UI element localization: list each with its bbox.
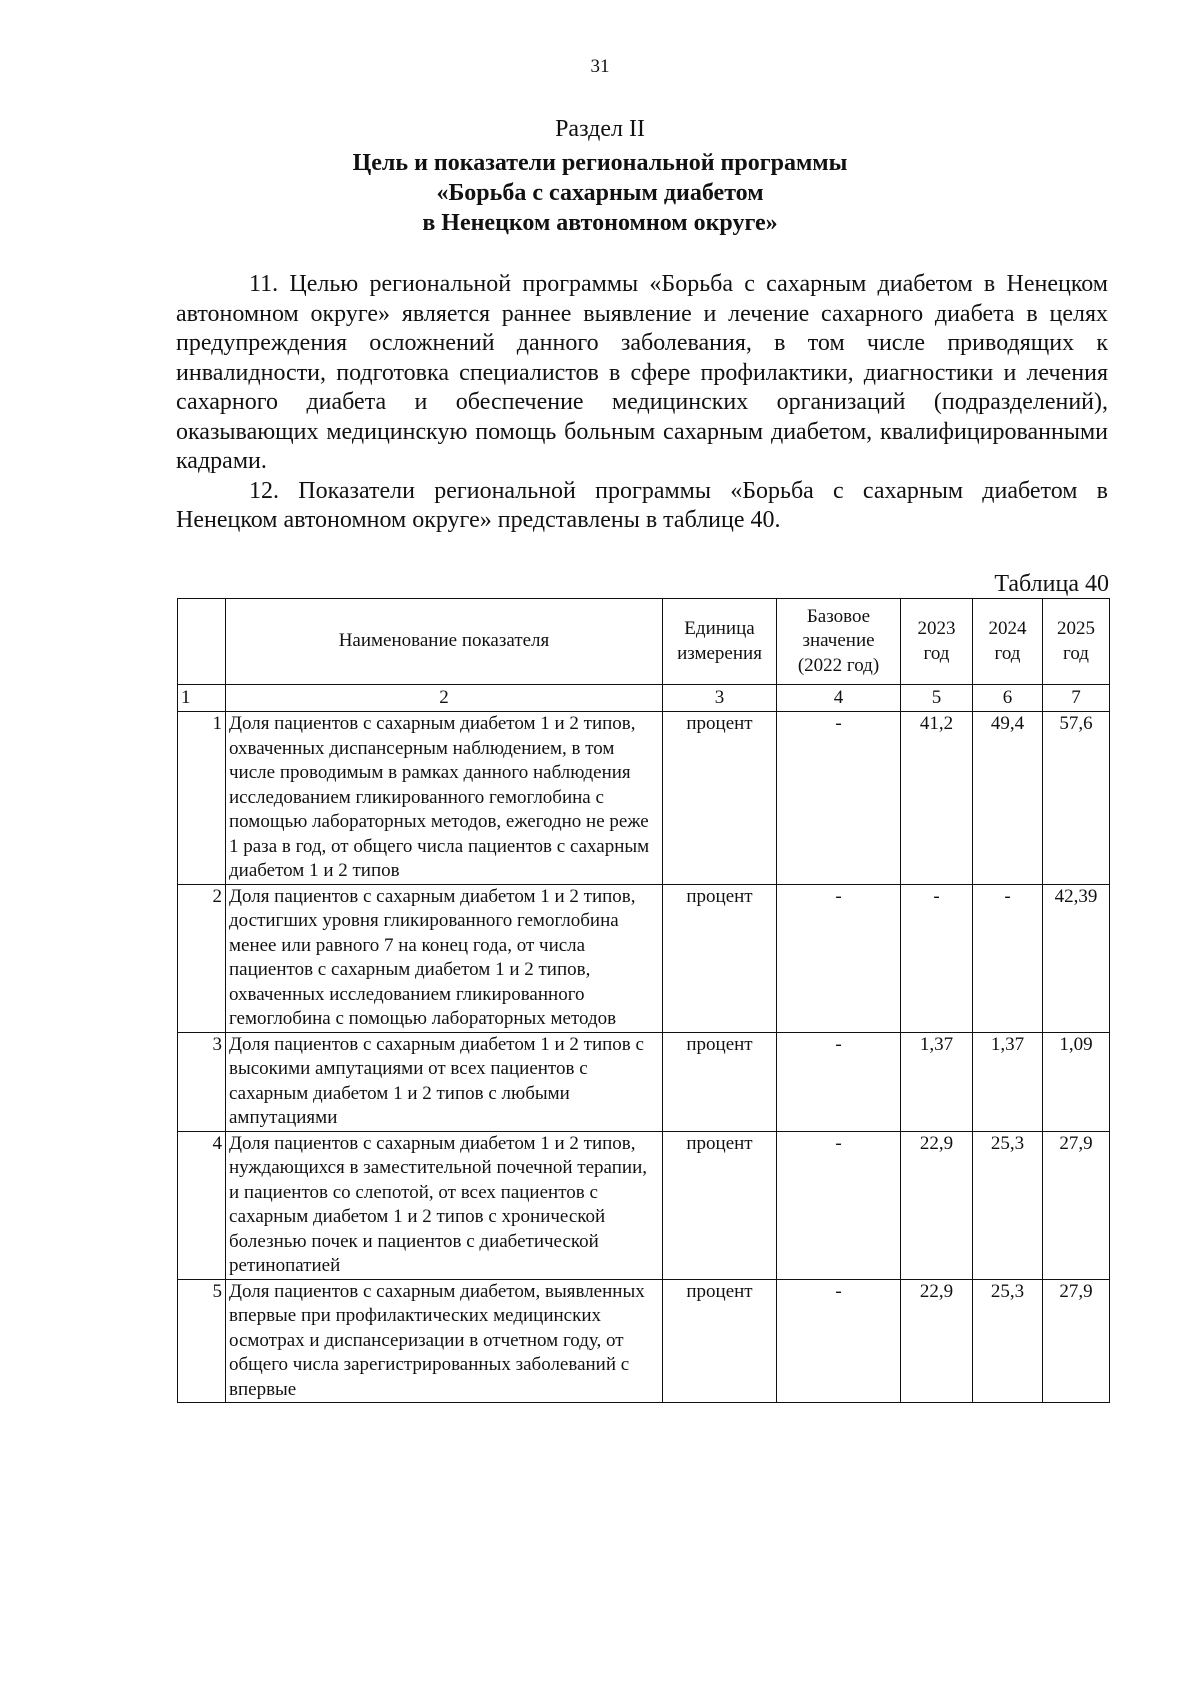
table-row <box>178 1131 1110 1279</box>
heading-line: Цель и показатели региональной программы <box>352 150 848 176</box>
value-2023: 41,2 <box>901 712 973 885</box>
indicator-name: Доля пациентов с сахарным диабетом 1 и 2 типов с высокими ампутациями от всех пациентов с сахарным диабетом 1 и 2 типов с любыми ампутациями <box>226 1032 663 1131</box>
header-2025: 2025 год <box>1043 599 1110 685</box>
heading-line: «Борьба с сахарным диабетом <box>436 180 764 206</box>
value-2025: 42,39 <box>1043 884 1110 1032</box>
value-2025: 57,6 <box>1043 712 1110 885</box>
value-2023: 22,9 <box>901 1131 973 1279</box>
indicator-name: Доля пациентов с сахарным диабетом 1 и 2 типов, охваченных диспансерным наблюдением, в том числе проводимым в рамках данного наблюдения исследованием гликированного гемоглобина с помощью лабораторных методов, ежегодно не реже 1 раза в год, от общего числа пациентов с сахарным диабетом 1 и 2 типов <box>226 712 663 885</box>
value-2025: 27,9 <box>1043 1131 1110 1279</box>
base-value: - <box>777 1279 901 1403</box>
column-index: 3 <box>663 685 777 712</box>
column-index: 5 <box>901 685 973 712</box>
paragraph-11: 11. Целью региональной программы «Борьба с сахарным диабетом в Ненецком автономном округе» является раннее выявление и лечение сахарного диабета в целях предупреждения осложнений данного заболевания, в том числе приводящих к инвалидности, подготовка специалистов в сфере профилактики, диагностики и лечения сахарного диабета и обеспечение медицинских организаций (подразделений), оказывающих медицинскую помощь больным сахарным диабетом, квалифицированными кадрами. <box>176 271 1108 474</box>
heading-line: в Ненецком автономном округе» <box>422 210 778 236</box>
table-caption: Таблица 40 <box>994 571 1109 597</box>
table-row <box>178 1279 1110 1403</box>
value-2024: 1,37 <box>973 1032 1043 1131</box>
indicators-table <box>177 598 1110 1403</box>
row-number: 5 <box>178 1279 226 1403</box>
section-label: Раздел II <box>555 116 645 142</box>
value-2025: 27,9 <box>1043 1279 1110 1403</box>
column-index: 1 <box>178 685 226 712</box>
row-number: 4 <box>178 1131 226 1279</box>
base-value: - <box>777 1032 901 1131</box>
header-unit: Единица измерения <box>663 599 777 685</box>
base-value: - <box>777 712 901 885</box>
base-value: - <box>777 884 901 1032</box>
paragraph-12: 12. Показатели региональной программы «Борьба с сахарным диабетом в Ненецком автономном округе» представлены в таблице 40. <box>176 477 1108 533</box>
unit-value: процент <box>663 1032 777 1131</box>
value-2023: 1,37 <box>901 1032 973 1131</box>
header-2023: 2023 год <box>901 599 973 685</box>
indicator-name: Доля пациентов с сахарным диабетом, выявленных впервые при профилактических медицинских осмотрах и диспансеризации в отчетном году, от общего числа зарегистрированных заболеваний с впервые <box>226 1279 663 1403</box>
body-text <box>176 270 1108 536</box>
table-header-row <box>178 599 1110 685</box>
value-2024: 25,3 <box>973 1279 1043 1403</box>
indicator-name: Доля пациентов с сахарным диабетом 1 и 2 типов, нуждающихся в заместительной почечной терапии, и пациентов со слепотой, от всех пациентов с сахарным диабетом 1 и 2 типов с хронической болезнью почек и пациентов с диабетической ретинопатией <box>226 1131 663 1279</box>
value-2024: 25,3 <box>973 1131 1043 1279</box>
unit-value: процент <box>663 1279 777 1403</box>
value-2025: 1,09 <box>1043 1032 1110 1131</box>
column-index: 6 <box>973 685 1043 712</box>
section-heading <box>0 148 1200 238</box>
unit-value: процент <box>663 712 777 885</box>
column-index-row <box>178 685 1110 712</box>
table-row <box>178 1032 1110 1131</box>
table-row <box>178 712 1110 885</box>
column-index: 4 <box>777 685 901 712</box>
header-2024: 2024 год <box>973 599 1043 685</box>
unit-value: процент <box>663 884 777 1032</box>
row-number: 1 <box>178 712 226 885</box>
value-2023: 22,9 <box>901 1279 973 1403</box>
header-base: Базовое значение (2022 год) <box>777 599 901 685</box>
header-name: Наименование показателя <box>226 599 663 685</box>
column-index: 2 <box>226 685 663 712</box>
table-row <box>178 884 1110 1032</box>
unit-value: процент <box>663 1131 777 1279</box>
value-2024: 49,4 <box>973 712 1043 885</box>
page-number: 31 <box>590 56 610 77</box>
value-2024: - <box>973 884 1043 1032</box>
row-number: 3 <box>178 1032 226 1131</box>
column-index: 7 <box>1043 685 1110 712</box>
indicator-name: Доля пациентов с сахарным диабетом 1 и 2 типов, достигших уровня гликированного гемоглобина менее или равного 7 на конец года, от числа пациентов с сахарным диабетом 1 и 2 типов, охваченных исследованием гликированного гемоглобина с помощью лабораторных методов <box>226 884 663 1032</box>
base-value: - <box>777 1131 901 1279</box>
row-number: 2 <box>178 884 226 1032</box>
value-2023: - <box>901 884 973 1032</box>
header-num <box>178 599 226 685</box>
